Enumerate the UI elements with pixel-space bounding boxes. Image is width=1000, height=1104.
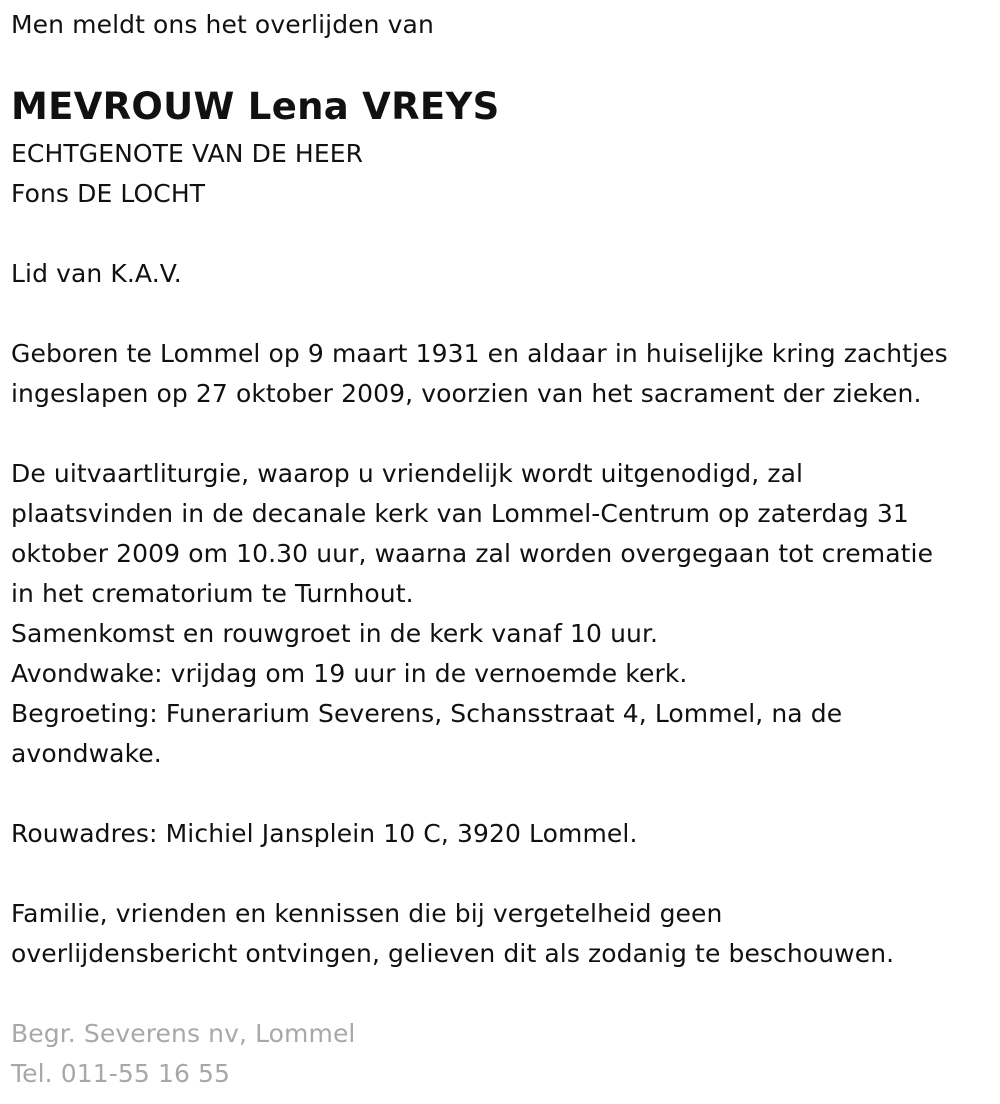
- paragraph-line: Geboren te Lommel op 9 maart 1931 en aldaar in huiselijke kring zachtjes: [11, 339, 948, 368]
- funeral-paragraph: [11, 454, 933, 774]
- birth-death-paragraph: [11, 334, 948, 414]
- spouse-name: Fons DE LOCHT: [11, 179, 206, 208]
- membership-text: Lid van K.A.V.: [11, 259, 182, 288]
- deceased-name: MEVROUW Lena VREYS: [11, 85, 500, 128]
- paragraph-line: in het crematorium te Turnhout.: [11, 579, 414, 608]
- paragraph-line: Avondwake: vrijdag om 19 uur in de vernoemde kerk.: [11, 659, 688, 688]
- paragraph-line: oktober 2009 om 10.30 uur, waarna zal worden overgegaan tot crematie: [11, 539, 934, 568]
- paragraph-line: overlijdensbericht ontvingen, gelieven dit als zodanig te beschouwen.: [11, 939, 895, 968]
- paragraph-line: plaatsvinden in de decanale kerk van Lommel-Centrum op zaterdag 31: [11, 499, 909, 528]
- paragraph-line: Begroeting: Funerarium Severens, Schansstraat 4, Lommel, na de: [11, 699, 843, 728]
- paragraph-line: avondwake.: [11, 739, 162, 768]
- intro-text: Men meldt ons het overlijden van: [11, 10, 434, 39]
- spouse-title: ECHTGENOTE VAN DE HEER: [11, 139, 364, 168]
- family-notice-paragraph: [11, 894, 894, 974]
- undertaker-footer: [11, 1014, 355, 1094]
- paragraph-line: Samenkomst en rouwgroet in de kerk vanaf 10 uur.: [11, 619, 659, 648]
- paragraph-line: ingeslapen op 27 oktober 2009, voorzien van het sacrament der zieken.: [11, 379, 922, 408]
- mourning-address-section: [11, 814, 638, 854]
- paragraph-line: Familie, vrienden en kennissen die bij vergetelheid geen: [11, 899, 723, 928]
- undertaker-phone: Tel. 011-55 16 55: [11, 1059, 231, 1088]
- undertaker-name: Begr. Severens nv, Lommel: [11, 1019, 356, 1048]
- membership-section: [11, 254, 182, 294]
- paragraph-line: De uitvaartliturgie, waarop u vriendelijk wordt uitgenodigd, zal: [11, 459, 804, 488]
- spouse-section: [11, 134, 363, 214]
- mourning-address: Rouwadres: Michiel Jansplein 10 C, 3920 Lommel.: [11, 819, 638, 848]
